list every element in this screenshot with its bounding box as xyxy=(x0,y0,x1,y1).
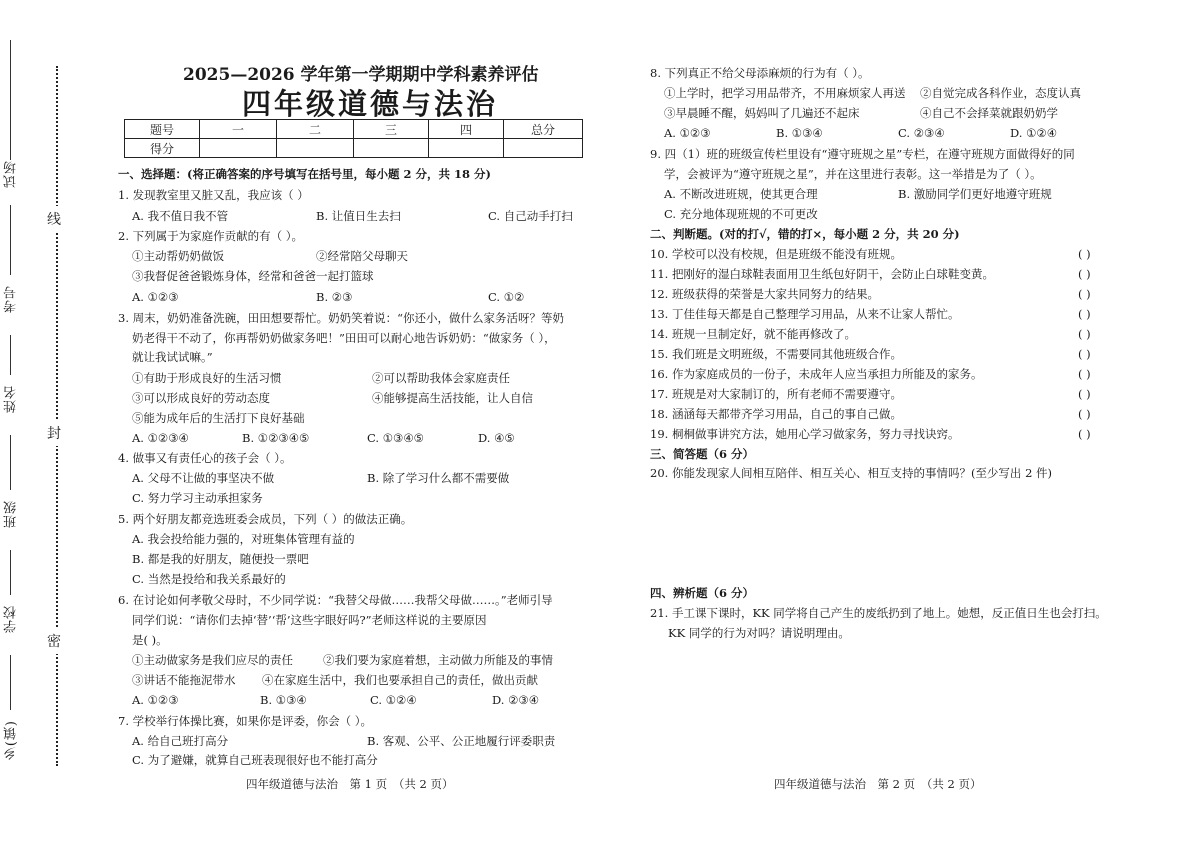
answer-paren[interactable]: ( ) xyxy=(1078,387,1091,401)
option: B. ②③ xyxy=(316,290,353,304)
section-heading: 四、辨析题（6 分） xyxy=(650,586,755,600)
option: B. 激励同学们更好地遵守班规 xyxy=(898,187,1052,201)
question-line: 7. 学校举行体操比赛，如果你是评委，你会（ ）。 xyxy=(118,714,373,728)
option: A. ①②③ xyxy=(132,693,179,707)
label-class: 班级 xyxy=(4,500,19,528)
binding-line xyxy=(10,205,11,275)
seal-char-line: 线 xyxy=(47,206,61,232)
question-line: 5. 两个好朋友都竞选班委会成员，下列（ ）的做法正确。 xyxy=(118,512,413,526)
section-heading: 一、选择题：(将正确答案的序号填写在括号里，每小题 2 分，共 18 分) xyxy=(118,167,491,181)
score-header: 四 xyxy=(429,120,504,139)
score-header: 二 xyxy=(277,120,354,139)
answer-paren[interactable]: ( ) xyxy=(1078,327,1091,341)
judge-item: 11. 把刚好的湿白球鞋表面用卫生纸包好阴干，会防止白球鞋变黄。 xyxy=(650,267,994,281)
score-cell[interactable] xyxy=(429,139,504,158)
seal-char-seal: 封 xyxy=(47,420,61,446)
option: ③我督促爸爸锻炼身体，经常和爸爸一起打篮球 xyxy=(132,269,374,283)
judge-item: 17. 班规是对大家制订的，所有老师不需要遵守。 xyxy=(650,387,902,401)
option: B. 客观、公平、公正地履行评委职责 xyxy=(367,734,556,748)
answer-paren[interactable]: ( ) xyxy=(1078,347,1091,361)
option: ③可以形成良好的劳动态度 xyxy=(132,391,270,405)
binding-line xyxy=(10,550,11,595)
option: ①主动帮奶奶做饭 xyxy=(132,249,224,263)
option: A. 我会投给能力强的，对班集体管理有益的 xyxy=(132,532,355,546)
question-line: 2. 下列属于为家庭作贡献的有（ ）。 xyxy=(118,229,304,243)
subject-title: 四年级道德与法治 xyxy=(242,87,499,121)
question-line: 同学们说：“请你们去掉‘替’‘帮’这些字眼好吗?”老师这样说的主要原因 xyxy=(132,613,487,627)
option: ④自己不会择菜就跟奶奶学 xyxy=(920,106,1058,120)
section-heading: 三、简答题（6 分） xyxy=(650,447,755,461)
option: C. ②③④ xyxy=(898,126,945,140)
question-line: 学，会被评为“遵守班规之星”，并在这里进行表彰。这一举措是为了（ ）。 xyxy=(664,167,1042,181)
option: C. ①② xyxy=(488,290,525,304)
score-cell[interactable] xyxy=(277,139,354,158)
binding-line xyxy=(10,655,11,710)
option: B. ①③④ xyxy=(260,693,307,707)
option: ②我们要为家庭着想，主动做力所能及的事情 xyxy=(323,653,553,667)
answer-paren[interactable]: ( ) xyxy=(1078,307,1091,321)
option: B. ①②③④⑤ xyxy=(242,431,310,445)
option: A. 给自己班打高分 xyxy=(132,734,229,748)
score-header: 总分 xyxy=(504,120,583,139)
exam-title: 2025—2026 学年第一学期期中学科素养评估 xyxy=(183,65,539,85)
question-line: 1. 发现教室里又脏又乱，我应该（ ） xyxy=(118,188,309,202)
option: A. 我不值日我不管 xyxy=(132,209,229,223)
answer-paren[interactable]: ( ) xyxy=(1078,247,1091,261)
binding-line xyxy=(10,40,11,160)
option: ①主动做家务是我们应尽的责任 xyxy=(132,653,293,667)
judge-item: 14. 班规一旦制定好，就不能再修改了。 xyxy=(650,327,856,341)
answer-paren[interactable]: ( ) xyxy=(1078,427,1091,441)
answer-paren[interactable]: ( ) xyxy=(1078,407,1091,421)
question-line: 是( )。 xyxy=(132,633,168,647)
option: ④能够提高生活技能，让人自信 xyxy=(372,391,533,405)
answer-paren[interactable]: ( ) xyxy=(1078,267,1091,281)
score-cell[interactable] xyxy=(200,139,277,158)
option: C. ①③④⑤ xyxy=(367,431,424,445)
option: ⑤能为成年后的生活打下良好基础 xyxy=(132,411,305,425)
option: C. 努力学习主动承担家务 xyxy=(132,491,263,505)
binding-line xyxy=(10,435,11,490)
option: D. ②③④ xyxy=(492,693,540,707)
question-line: 就让我试试嘛。” xyxy=(132,350,213,364)
option: B. ①③④ xyxy=(776,126,823,140)
option: C. 当然是投给和我关系最好的 xyxy=(132,572,286,586)
option: C. 自己动手打扫 xyxy=(488,209,573,223)
option: C. ①②④ xyxy=(370,693,417,707)
judge-item: 19. 桐桐做事讲究方法，她用心学习做家务，努力寻找诀窍。 xyxy=(650,427,960,441)
judge-item: 13. 丁佳佳每天都是自己整理学习用品，从来不让家人帮忙。 xyxy=(650,307,960,321)
label-name: 姓名 xyxy=(4,385,19,413)
option: ②经常陪父母聊天 xyxy=(316,249,408,263)
section-heading: 二、判断题。(对的打√，错的打×，每小题 2 分，共 20 分) xyxy=(650,227,960,241)
label-exam-number: 考号 xyxy=(4,285,19,313)
label-exam-room: 试场 xyxy=(4,160,19,188)
judge-item: 10. 学校可以没有校规，但是班级不能没有班规。 xyxy=(650,247,902,261)
score-header: 三 xyxy=(354,120,429,139)
judge-item: 16. 作为家庭成员的一份子，未成年人应当承担力所能及的家务。 xyxy=(650,367,983,381)
score-table xyxy=(124,119,583,158)
option: C. 充分地体现班规的不可更改 xyxy=(664,207,818,221)
label-school: 学校 xyxy=(4,605,19,633)
seal-line xyxy=(56,66,58,766)
question-line: 奶老得干不动了，你再帮奶奶做家务吧！”田田可以耐心地告诉奶奶：“做家务（ ）， xyxy=(132,331,556,345)
option: A. ①②③④ xyxy=(132,431,189,445)
question-line: 3. 周末，奶奶准备洗碗，田田想要帮忙。奶奶笑着说：“你还小，做什么家务活呀？等奶 xyxy=(118,311,565,325)
page-footer: 四年级道德与法治 第 1 页 （共 2 页） xyxy=(246,777,454,791)
judge-item: 15. 我们班是文明班级，不需要同其他班级合作。 xyxy=(650,347,902,361)
option: ③讲话不能拖泥带水 xyxy=(132,673,236,687)
judge-item: 12. 班级获得的荣誉是大家共同努力的结果。 xyxy=(650,287,879,301)
question-line: 21. 手工课下课时，KK 同学将自己产生的废纸扔到了地上。她想，反正值日生也会打扫。 xyxy=(650,606,1107,620)
seal-char-secret: 密 xyxy=(47,628,61,654)
option: ④在家庭生活中，我们也要承担自己的责任，做出贡献 xyxy=(262,673,538,687)
judge-item: 18. 涵涵每天都带齐学习用品，自己的事自己做。 xyxy=(650,407,902,421)
option: ②自觉完成各科作业，态度认真 xyxy=(920,86,1081,100)
score-header: 一 xyxy=(200,120,277,139)
option: ③早晨睡不醒，妈妈叫了几遍还不起床 xyxy=(664,106,860,120)
option: D. ④⑤ xyxy=(478,431,515,445)
option: B. 让值日生去扫 xyxy=(316,209,401,223)
binding-line xyxy=(10,335,11,375)
option: C. 为了避嫌，就算自己班表现很好也不能打高分 xyxy=(132,753,378,767)
question-line: 20. 你能发现家人间相互陪伴、相互关心、相互支持的事情吗？(至少写出 2 件) xyxy=(650,466,1053,480)
option: B. 都是我的好朋友，随便投一票吧 xyxy=(132,552,309,566)
question-line: 9. 四（1）班的班级宣传栏里设有“遵守班规之星”专栏，在遵守班规方面做得好的同 xyxy=(650,147,1075,161)
option: A. 父母不让做的事坚决不做 xyxy=(132,471,275,485)
score-cell[interactable] xyxy=(504,139,583,158)
option: ①有助于形成良好的生活习惯 xyxy=(132,371,282,385)
question-line: KK 同学的行为对吗？请说明理由。 xyxy=(668,626,850,640)
score-cell[interactable] xyxy=(354,139,429,158)
question-line: 8. 下列真正不给父母添麻烦的行为有（ ）。 xyxy=(650,66,870,80)
label-town: 乡(镇) xyxy=(4,720,19,761)
option: A. 不断改进班规，使其更合理 xyxy=(664,187,818,201)
answer-paren[interactable]: ( ) xyxy=(1078,287,1091,301)
option: B. 除了学习什么都不需要做 xyxy=(367,471,510,485)
score-header: 题号 xyxy=(125,120,200,139)
option: ②可以帮助我体会家庭责任 xyxy=(372,371,510,385)
option: A. ①②③ xyxy=(664,126,711,140)
option: ①上学时，把学习用品带齐，不用麻烦家人再送 xyxy=(664,86,906,100)
option: D. ①②④ xyxy=(1010,126,1058,140)
score-label: 得分 xyxy=(125,139,200,158)
page-footer: 四年级道德与法治 第 2 页 （共 2 页） xyxy=(774,777,982,791)
answer-paren[interactable]: ( ) xyxy=(1078,367,1091,381)
question-line: 4. 做事又有责任心的孩子会（ ）。 xyxy=(118,451,292,465)
option: A. ①②③ xyxy=(132,290,179,304)
question-line: 6. 在讨论如何孝敬父母时，不少同学说：“我替父母做……我帮父母做……。”老师引导 xyxy=(118,593,553,607)
